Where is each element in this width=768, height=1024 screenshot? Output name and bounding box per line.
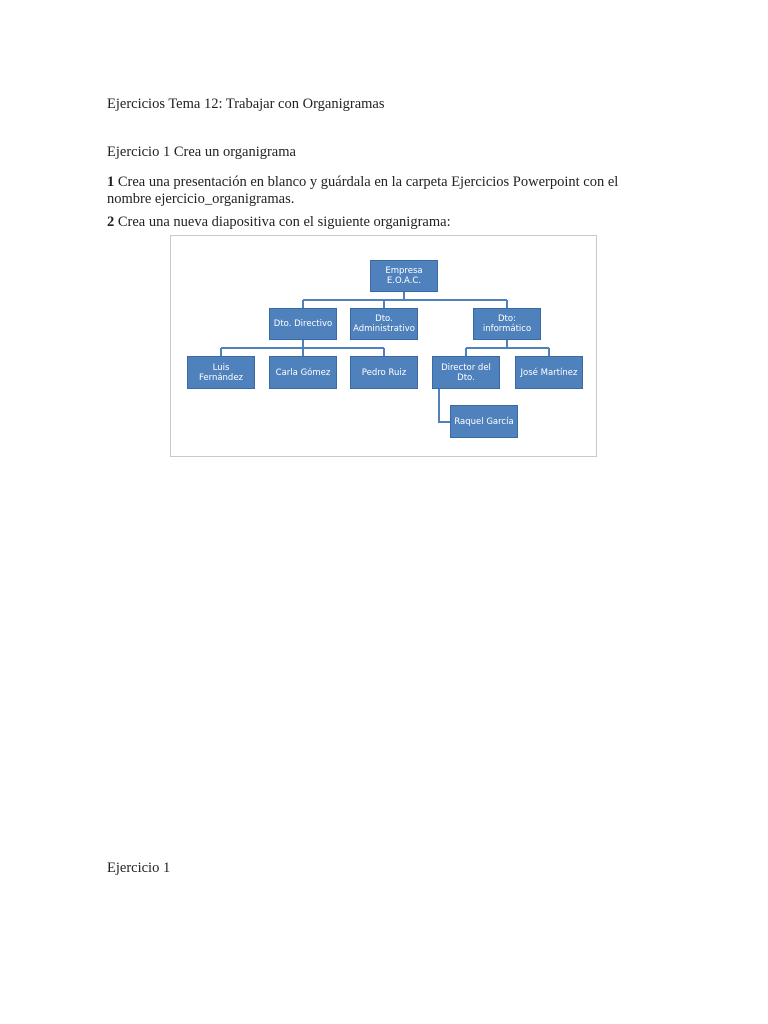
step-text: Crea una presentación en blanco y guárdala en la carpeta Ejercicios Powerpoint con el bbox=[114, 174, 619, 190]
org-box-luis-fernandez: Luis Fernández bbox=[187, 356, 255, 389]
org-box-pedro-ruiz: Pedro Ruiz bbox=[350, 356, 418, 389]
step-number: 1 bbox=[107, 174, 115, 190]
org-box-dto-informatico: Dto: informático bbox=[473, 308, 541, 340]
step-text: Crea una nueva diapositiva con el siguiente organigrama: bbox=[114, 214, 451, 230]
step-2 bbox=[107, 214, 451, 231]
org-box-carla-gomez: Carla Gómez bbox=[269, 356, 337, 389]
exercise-heading: Ejercicio 1 Crea un organigrama bbox=[107, 144, 296, 160]
org-box-dto-administrativo: Dto. Administrativo bbox=[350, 308, 418, 340]
org-box-raquel-garcia: Raquel García bbox=[450, 405, 518, 438]
org-box-director-dto: Director del Dto. bbox=[432, 356, 500, 389]
connector-assistant bbox=[439, 389, 450, 422]
footer-exercise-heading: Ejercicio 1 bbox=[107, 860, 171, 876]
org-box-root: Empresa E.O.A.C. bbox=[370, 260, 438, 292]
document-title: Ejercicios Tema 12: Trabajar con Organigramas bbox=[107, 96, 385, 112]
org-chart-figure bbox=[170, 235, 597, 457]
org-box-jose-martinez: José Martínez bbox=[515, 356, 583, 389]
org-box-dto-directivo: Dto. Directivo bbox=[269, 308, 337, 340]
step-1 bbox=[107, 174, 618, 191]
step-1-continuation: nombre ejercicio_organigramas. bbox=[107, 191, 295, 207]
step-number: 2 bbox=[107, 214, 115, 230]
